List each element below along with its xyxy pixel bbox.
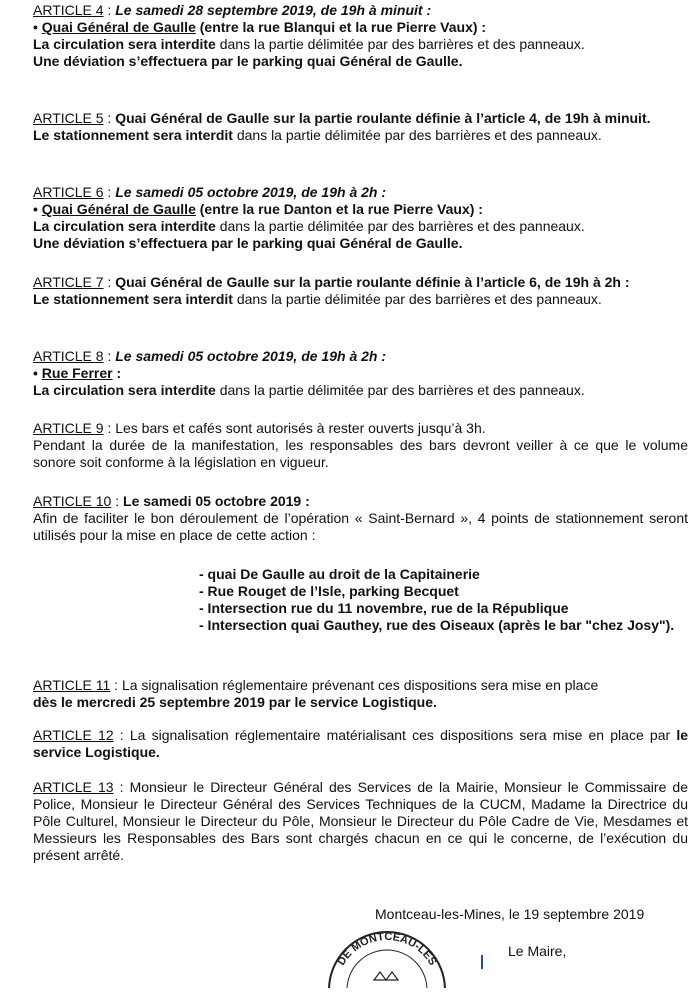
article-label: ARTICLE 9	[33, 420, 104, 436]
article-4: ARTICLE 4 : Le samedi 28 septembre 2019, de 19h à minuit : • Quai Général de Gaulle (entre la rue Blanqui et la rue Pierre Vaux) : La circulation sera interdite dans la partie délimitée par des barrières et des panneaux. Une déviation s’effectuera par le parking quai Général de Gaulle.	[33, 2, 585, 69]
article-heading: Le samedi 05 octobre 2019, de 19h à 2h :	[115, 184, 387, 200]
street-name: Rue Ferrer	[41, 365, 113, 381]
article-11: ARTICLE 11 : La signalisation réglementaire prévenant ces dispositions sera mise en place dès le mercredi 25 septembre 2019 par le service Logistique.	[33, 677, 599, 710]
seal-stamp-icon	[322, 928, 452, 988]
article-label: ARTICLE 8	[33, 348, 104, 364]
article-heading: Quai Général de Gaulle sur la partie roulante définie à l’article 4, de 19h à minuit.	[115, 110, 651, 126]
article-heading: Le samedi 28 septembre 2019, de 19h à minuit :	[115, 2, 432, 18]
article-label: ARTICLE 5	[33, 110, 104, 126]
article-label: ARTICLE 12	[33, 727, 114, 743]
list-item: - quai De Gaulle au droit de la Capitainerie	[199, 566, 480, 582]
article-body: Afin de faciliter le bon déroulement de l’opération « Saint-Bernard », 4 points de stationnement seront utilisés pour la mise en place de cette action :	[33, 510, 688, 543]
article-7: ARTICLE 7 : Quai Général de Gaulle sur la partie roulante définie à l’article 6, de 19h à 2h : Le stationnement sera interdit dans la partie délimitée par des barrières et des panneaux.	[33, 274, 630, 307]
article-6: ARTICLE 6 : Le samedi 05 octobre 2019, de 19h à 2h : • Quai Général de Gaulle (entre la rue Danton et la rue Pierre Vaux) : La circulation sera interdite dans la partie délimitée par des barrières et des panneaux. Une déviation s’effectuera par le parking quai Général de Gaulle.	[33, 184, 585, 251]
article-heading: Le samedi 05 octobre 2019 :	[123, 493, 310, 509]
municipal-seal	[322, 928, 452, 993]
article-heading: Le samedi 05 octobre 2019, de 19h à 2h :	[115, 348, 387, 364]
place-date: Montceau-les-Mines, le 19 septembre 2019	[375, 906, 645, 922]
article-body: Pendant la durée de la manifestation, les responsables des bars devront veiller à ce que le volume sonore soit conforme à la législation en vigueur.	[33, 437, 688, 470]
article-label: ARTICLE 6	[33, 184, 104, 200]
article-12: ARTICLE 12 : La signalisation réglementaire matérialisant ces dispositions sera mise en place par le service Logistique.	[33, 727, 688, 760]
article-label: ARTICLE 10	[33, 493, 112, 509]
parking-points-list	[199, 566, 689, 634]
svg-text:DE MONTCEAU-LES: DE MONTCEAU-LES	[335, 930, 439, 968]
article-label: ARTICLE 13	[33, 779, 114, 795]
list-item: - Intersection rue du 11 novembre, rue de la République	[199, 600, 569, 616]
article-13: ARTICLE 13 : Monsieur le Directeur Général des Services de la Mairie, Monsieur le Commissaire de Police, Monsieur le Directeur Général des Services Techniques de la CUCM, Madame la Directrice du Pôle Culturel, Monsieur le Directeur du Pôle, Monsieur le Directeur du Pôle Cadre de Vie, Mesdames et Messieurs les Responsables des Bars sont chargés chacun en ce qui le concerne, de l’exécution du présent arrêté.	[33, 779, 688, 863]
street-name: Quai Général de Gaulle	[41, 19, 196, 35]
article-label: ARTICLE 7	[33, 274, 104, 290]
mayor-title: Le Maire,	[508, 943, 567, 959]
article-8: ARTICLE 8 : Le samedi 05 octobre 2019, de 19h à 2h : • Rue Ferrer : La circulation sera interdite dans la partie délimitée par des barrières et des panneaux.	[33, 348, 585, 398]
article-label: ARTICLE 4	[33, 2, 104, 18]
list-item: - Intersection quai Gauthey, rue des Oiseaux (après le bar "chez Josy").	[199, 617, 675, 633]
article-label: ARTICLE 11	[33, 677, 111, 693]
street-name: Quai Général de Gaulle	[41, 201, 196, 217]
article-9: ARTICLE 9 : Les bars et cafés sont autorisés à rester ouverts jusqu’à 3h. Pendant la durée de la manifestation, les responsables des bars devront veiller à ce que le volume sonore soit conforme à la législation en vigueur.	[33, 420, 688, 470]
article-5: ARTICLE 5 : Quai Général de Gaulle sur la partie roulante définie à l’article 4, de 19h à minuit. Le stationnement sera interdit dans la partie délimitée par des barrières et des panneaux.	[33, 110, 651, 143]
article-10: ARTICLE 10 : Le samedi 05 octobre 2019 : Afin de faciliter le bon déroulement de l’opération « Saint-Bernard », 4 points de stationnement seront utilisés pour la mise en place de cette action :	[33, 493, 688, 543]
list-item: - Rue Rouget de l’Isle, parking Becquet	[199, 583, 459, 599]
article-heading: Quai Général de Gaulle sur la partie roulante définie à l’article 6, de 19h à 2h :	[115, 274, 630, 290]
ink-mark	[481, 955, 483, 969]
